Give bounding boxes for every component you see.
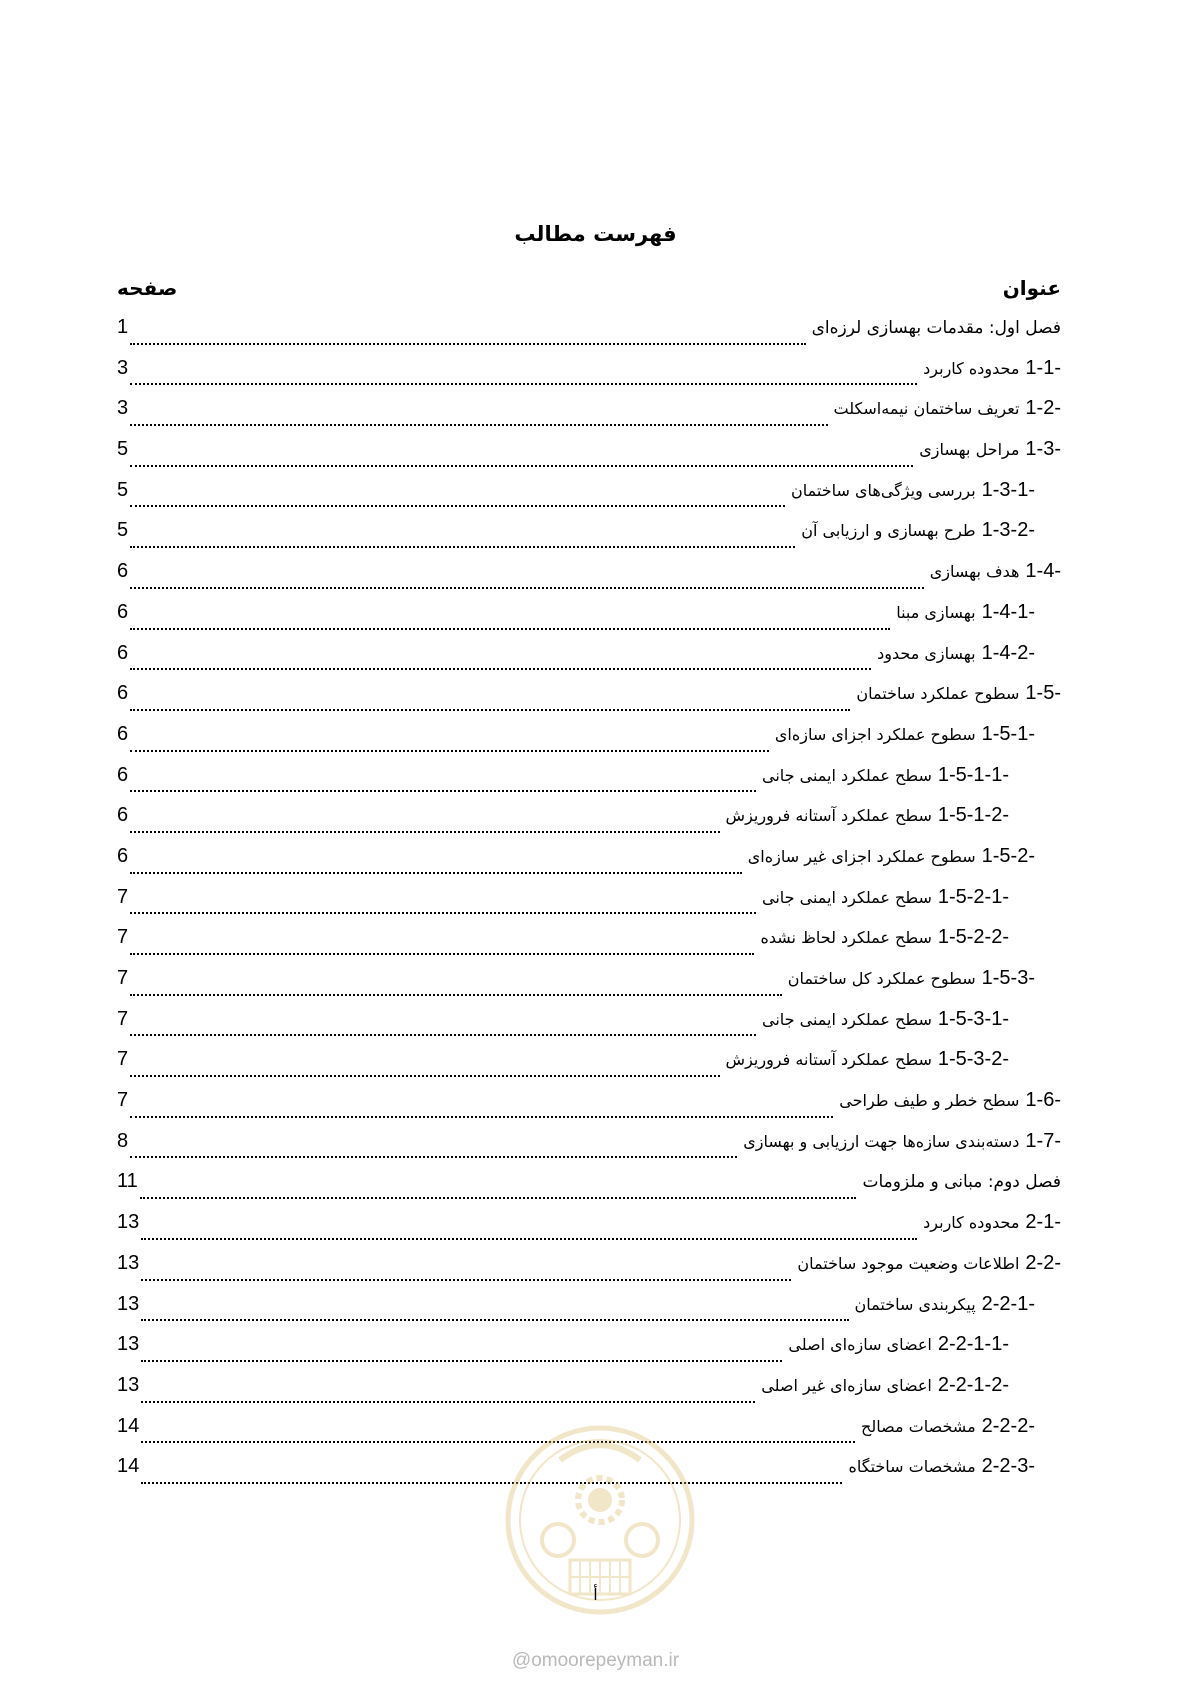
toc-entry-number: 1-2- (1025, 397, 1061, 420)
toc-entry-title: سطح عملکرد ایمنی جانی (761, 1009, 932, 1029)
toc-entry-number: 1-5-3- (981, 967, 1035, 989)
toc-entry-number: 2-2-1-1- (937, 1333, 1009, 1356)
page-column-header: صفحه (117, 276, 178, 300)
toc-entry-number: 2-2-2- (981, 1414, 1035, 1437)
toc-entry-page: 7 (117, 1007, 129, 1030)
toc-entry[interactable] (117, 764, 1061, 805)
title-column-header: عنوان (1002, 276, 1061, 300)
toc-entry-number: 1-4- (1025, 560, 1061, 583)
toc-entry-page: 3 (117, 356, 129, 379)
toc-entry[interactable] (117, 926, 1061, 967)
toc-entry-title: فصل اول: مقدمات بهسازی لرزه‌ای (811, 318, 1061, 338)
dot-leader (130, 952, 754, 955)
toc-entry-title: دسته‌بندی سازه‌ها جهت ارزیابی و بهسازی (743, 1131, 1020, 1151)
toc-entry-number: 1-3-2- (981, 519, 1035, 542)
toc-entry-title: مشخصات مصالح (861, 1416, 976, 1436)
toc-entry-number: 1-5-1-2- (937, 804, 1009, 827)
toc-entry-page: 5 (117, 438, 129, 461)
toc-entry[interactable] (117, 1211, 1061, 1252)
toc-entry-page: 7 (117, 967, 129, 989)
toc-entry[interactable] (117, 682, 1061, 723)
toc-entry[interactable] (117, 357, 1061, 398)
toc-entry-number: 1-5-3-1- (937, 1007, 1009, 1030)
toc-entry[interactable] (117, 886, 1061, 927)
toc-entry-number: 1-6- (1025, 1089, 1061, 1112)
toc-entry-page: 6 (117, 763, 129, 786)
toc-entry-title: سطوح عملکرد اجزای سازه‌ای (774, 724, 976, 744)
dot-leader (130, 545, 795, 548)
page-number: أ (593, 1585, 598, 1604)
toc-entry-title: محدوده کاربرد (923, 358, 1020, 378)
dot-leader (130, 504, 785, 507)
dot-leader (130, 667, 871, 670)
toc-entry-title: پیکربندی ساختمان (854, 1294, 976, 1314)
toc-entry[interactable] (117, 1008, 1061, 1049)
dot-leader (130, 464, 913, 467)
toc-entry-title: مراحل بهسازی (919, 440, 1020, 460)
toc-entry-title: بهسازی مبنا (896, 602, 976, 622)
dot-leader (130, 789, 756, 792)
dot-leader (130, 627, 890, 630)
toc-entry-title: سطح عملکرد ایمنی جانی (761, 887, 932, 907)
toc-entry-title: بررسی ویژگی‌های ساختمان (791, 480, 976, 500)
dot-leader (141, 1278, 791, 1281)
toc-entry-page: 5 (117, 519, 129, 542)
toc-entry-page: 7 (117, 1089, 129, 1112)
toc-entry[interactable] (117, 967, 1061, 1008)
toc-entry[interactable] (117, 519, 1061, 560)
dot-leader (141, 1440, 855, 1443)
toc-entry-page: 3 (117, 397, 129, 420)
toc-entry-page: 5 (117, 478, 129, 501)
toc-entry-page: 6 (117, 560, 129, 583)
toc-entry-page: 8 (117, 1129, 129, 1152)
toc-entry-title: سطح عملکرد آستانه فروریزش (725, 806, 932, 826)
toc-entry[interactable] (117, 560, 1061, 601)
toc-entry-number: 1-7- (1025, 1129, 1061, 1152)
toc-entry-title: سطوح عملکرد کل ساختمان (787, 969, 976, 988)
dot-leader (130, 586, 924, 589)
toc-entry-page: 11 (117, 1170, 138, 1193)
dot-leader (130, 1115, 833, 1118)
dot-leader (130, 830, 719, 833)
page-title: فهرست مطالب (514, 222, 677, 246)
toc-entry-number: 2-2-1-2- (937, 1373, 1009, 1396)
toc-entry-title: اعضای سازه‌ای غیر اصلی (761, 1375, 932, 1395)
toc-entry-title: سطوح عملکرد ساختمان (856, 684, 1020, 704)
toc-entry-title: سطح عملکرد لحاظ نشده (760, 928, 932, 948)
toc-entry-page: 14 (117, 1455, 140, 1478)
toc-entry-page: 13 (117, 1373, 140, 1396)
toc-entry-title: اطلاعات وضعیت موجود ساختمان (797, 1253, 1020, 1273)
toc-entry-page: 6 (117, 682, 129, 705)
toc-entry-title: محدوده کاربرد (923, 1213, 1020, 1233)
dot-leader (130, 342, 805, 345)
dot-leader (130, 708, 850, 711)
dot-leader (130, 911, 756, 914)
toc-entry-number: 2-2- (1025, 1251, 1061, 1274)
toc-entry-number: 1-1- (1025, 356, 1061, 379)
toc-entry-title: هدف بهسازی (929, 562, 1020, 582)
toc-entry[interactable] (117, 397, 1061, 438)
toc-entry[interactable] (117, 438, 1061, 479)
toc-entry-title: طرح بهسازی و ارزیابی آن (801, 521, 976, 541)
dot-leader (130, 871, 742, 874)
toc-entry-number: 1-5-2-1- (937, 885, 1009, 908)
toc-entry-page: 14 (117, 1414, 140, 1437)
toc-entry[interactable] (117, 804, 1061, 845)
toc-entry-title: سطح عملکرد ایمنی جانی (761, 765, 932, 785)
toc-entry[interactable] (117, 316, 1061, 357)
toc-entry-number: 1-4-1- (981, 600, 1035, 623)
toc-entry-page: 7 (117, 1048, 129, 1071)
toc-entry-page: 6 (117, 600, 129, 623)
toc-entry-page: 13 (117, 1211, 140, 1234)
toc-entry[interactable] (117, 723, 1061, 764)
dot-leader (141, 1481, 842, 1484)
toc-entry-page: 6 (117, 844, 129, 867)
toc-entry-page: 7 (117, 885, 129, 908)
toc-entry[interactable] (117, 479, 1061, 520)
toc-entry-title: فصل دوم: مبانی و ملزومات (862, 1172, 1061, 1193)
toc-entry-page: 7 (117, 926, 129, 949)
toc-entry[interactable] (117, 1333, 1061, 1374)
toc-entry[interactable] (117, 1252, 1061, 1293)
toc-entry[interactable] (117, 1293, 1061, 1334)
toc-entry-page: 13 (117, 1251, 140, 1274)
toc-entry-number: 1-3- (1025, 438, 1061, 461)
toc-entry-number: 2-1- (1025, 1211, 1061, 1234)
dot-leader (141, 1400, 755, 1403)
toc-entry-page: 6 (117, 641, 129, 664)
toc-entry-title: مشخصات ساختگاه (848, 1457, 976, 1477)
toc-entry[interactable] (117, 1130, 1061, 1171)
toc-entry-number: 2-2-1- (981, 1292, 1035, 1315)
dot-leader (141, 1359, 782, 1362)
toc-entry[interactable] (117, 1048, 1061, 1089)
toc-entry[interactable] (117, 1089, 1061, 1130)
toc-entry[interactable] (117, 642, 1061, 683)
dot-leader (130, 1155, 737, 1158)
toc-entry-number: 1-5-2- (981, 844, 1035, 867)
toc-entry-title: سطوح عملکرد اجزای غیر سازه‌ای (747, 846, 976, 866)
toc-entry[interactable] (117, 1170, 1061, 1211)
toc-entry-number: 1-5- (1025, 682, 1061, 705)
dot-leader (130, 423, 827, 426)
toc-entry-page: 6 (117, 722, 129, 745)
toc-entry[interactable] (117, 845, 1061, 886)
site-watermark: @omoorepeyman.ir (511, 1650, 680, 1671)
toc-entry-title: تعریف ساختمان نیمه‌اسکلت (833, 399, 1020, 419)
toc-entry-number: 1-5-2-2- (937, 926, 1009, 949)
table-of-contents (117, 316, 1061, 1496)
toc-entry-page: 13 (117, 1292, 140, 1315)
toc-entry[interactable] (117, 1374, 1061, 1415)
dot-leader (140, 1196, 857, 1199)
toc-entry-number: 1-5-3-2- (937, 1048, 1009, 1071)
toc-entry-title: سطح خطر و طیف طراحی (839, 1091, 1020, 1111)
toc-entry-number: 1-5-1- (981, 722, 1035, 745)
toc-entry[interactable] (117, 601, 1061, 642)
dot-leader (141, 1318, 848, 1321)
toc-entry-title: اعضای سازه‌ای اصلی (788, 1335, 932, 1355)
dot-leader (130, 1074, 719, 1077)
toc-entry-title: بهسازی محدود (877, 643, 976, 663)
toc-entry-number: 2-2-3- (981, 1455, 1035, 1478)
toc-entry-page: 6 (117, 804, 129, 827)
dot-leader (141, 1237, 917, 1240)
toc-entry-number: 1-4-2- (981, 641, 1035, 664)
toc-entry-number: 1-3-1- (981, 478, 1035, 501)
dot-leader (130, 382, 917, 385)
toc-entry-title: سطح عملکرد آستانه فروریزش (725, 1050, 932, 1070)
toc-entry-number: 1-5-1-1- (937, 763, 1009, 786)
dot-leader (130, 993, 782, 996)
toc-entry-page: 1 (117, 316, 129, 338)
dot-leader (130, 1033, 756, 1036)
dot-leader (130, 749, 769, 752)
toc-entry-page: 13 (117, 1333, 140, 1356)
